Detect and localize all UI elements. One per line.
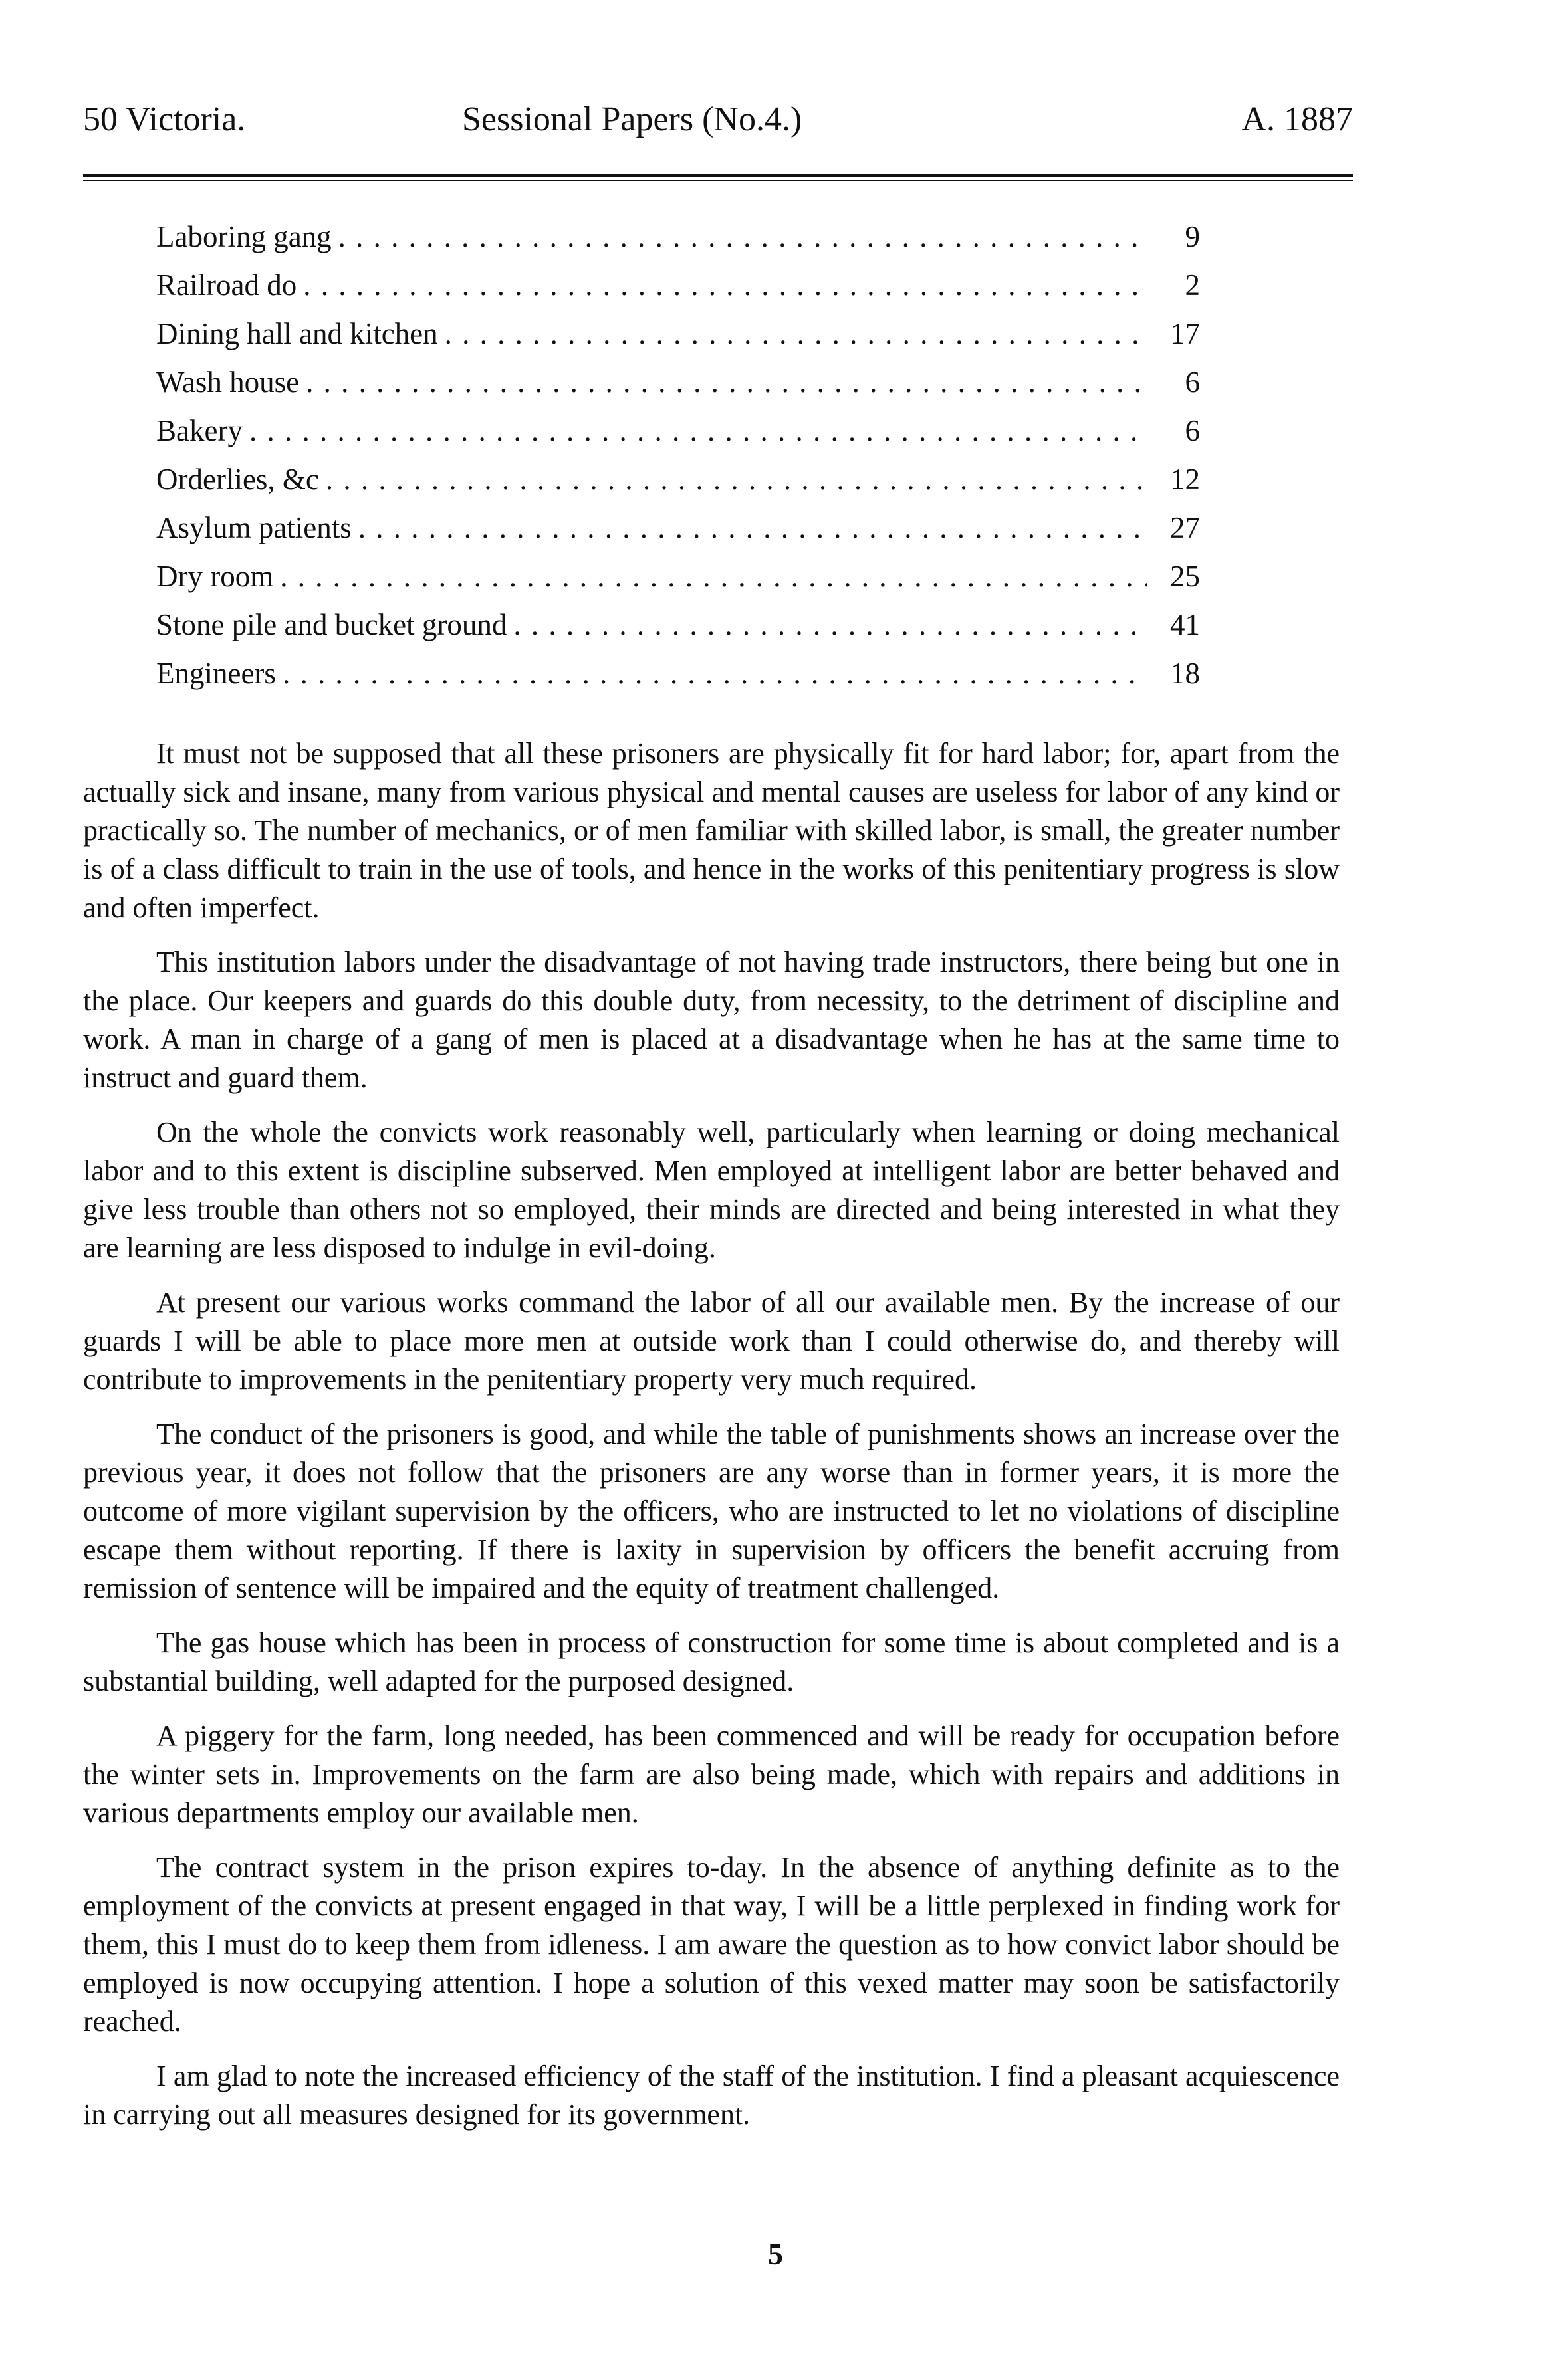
table-row <box>156 219 1200 268</box>
row-value: 41 <box>1170 608 1200 641</box>
row-value: 18 <box>1170 657 1200 690</box>
paragraph: The conduct of the prisoners is good, and while the table of punishments shows an increase over the previous year, it does not follow that the prisoners are any worse than in former years, it is more the outcome of more vigilant supervision by the officers, who are instructed to let no violations of discipline escape them without reporting. If there is laxity in supervision by officers the benefit accruing from remission of sentence will be impaired and the equity of treatment challenged. <box>83 1418 1340 1604</box>
table-row <box>156 656 1200 704</box>
row-label: Engineers <box>156 657 276 690</box>
paragraph: The gas house which has been in process of construction for some time is about completed and is a substantial building, well adapted for the purposed designed. <box>83 1626 1340 1697</box>
table-row <box>156 510 1200 559</box>
table-row <box>156 559 1200 607</box>
running-header <box>83 100 1353 153</box>
header-rule-thin <box>83 180 1353 181</box>
table-row <box>156 316 1200 365</box>
row-value: 6 <box>1185 414 1200 447</box>
row-value: 9 <box>1185 220 1200 253</box>
dot-leader <box>280 559 1147 594</box>
row-label: Orderlies, &c <box>156 463 319 496</box>
dot-leader <box>513 607 1147 642</box>
row-value: 25 <box>1170 560 1200 593</box>
dot-leader <box>303 268 1147 302</box>
table-row <box>156 365 1200 413</box>
dot-leader <box>306 365 1147 399</box>
row-label: Asylum patients <box>156 511 352 544</box>
header-rule <box>83 174 1353 177</box>
dot-leader <box>326 462 1147 496</box>
row-value: 17 <box>1170 317 1200 350</box>
table-row <box>156 607 1200 656</box>
row-value: 27 <box>1170 511 1200 544</box>
paragraph: The contract system in the prison expires to-day. In the absence of anything definite as to the employment of the convicts at present engaged in that way, I will be a little perplexed in finding work for them, this I must do to keep them from idleness. I am aware the question as to how convict labor should be employed is now occupying attention. I hope a solution of this vexed matter may soon be satisfactorily reached. <box>83 1851 1340 2038</box>
header-volume: 50 Victoria. <box>83 100 246 138</box>
employment-table <box>156 219 1200 704</box>
row-value: 6 <box>1185 366 1200 399</box>
paragraph: This institution labors under the disadvantage of not having trade instructors, there being but one in the place. Our keepers and guards do this double duty, from necessity, to the detriment of discipline and work. A man in charge of a gang of men is placed at a disadvantage when he has at the same time to instruct and guard them. <box>83 946 1340 1094</box>
header-title: Sessional Papers (No.4.) <box>462 100 802 138</box>
report-body <box>83 734 1340 2150</box>
row-label: Dry room <box>156 560 274 593</box>
row-label: Railroad do <box>156 269 297 302</box>
paragraph: It must not be supposed that all these prisoners are physically fit for hard labor; for, apart from the actually sick and insane, many from various physical and mental causes are useless for labor of any kind or practically so. The number of mechanics, or of men familiar with skilled labor, is small, the greater number is of a class difficult to train in the use of tools, and hence in the works of this penitentiary progress is slow and often imperfect. <box>83 737 1340 924</box>
paragraph: At present our various works command the labor of all our available men. By the increase of our guards I will be able to place more men at outside work than I could otherwise do, and thereby will contribute to improvements in the penitentiary property very much required. <box>83 1286 1340 1396</box>
paragraph: I am glad to note the increased efficiency of the staff of the institution. I find a pleasant acquiescence in carrying out all measures designed for its government. <box>83 2060 1340 2131</box>
paragraph: A piggery for the farm, long needed, has been commenced and will be ready for occupation before the winter sets in. Improvements on the farm are also being made, which with repairs and additions in various departments employ our available men. <box>83 1719 1340 1829</box>
row-label: Bakery <box>156 414 243 447</box>
row-label: Dining hall and kitchen <box>156 317 438 350</box>
dot-leader <box>283 656 1147 691</box>
page-number: 5 <box>768 2237 783 2271</box>
header-year: A. 1887 <box>1241 100 1353 138</box>
table-row <box>156 413 1200 462</box>
dot-leader <box>338 219 1147 254</box>
dot-leader <box>358 510 1147 545</box>
row-value: 2 <box>1185 269 1200 302</box>
dot-leader <box>249 413 1147 448</box>
row-value: 12 <box>1170 463 1200 496</box>
row-label: Laboring gang <box>156 220 332 253</box>
table-row <box>156 462 1200 510</box>
table-row <box>156 268 1200 316</box>
paragraph: On the whole the convicts work reasonably well, particularly when learning or doing mechanical labor and to this extent is discipline subserved. Men employed at intelligent labor are better behaved and give less trouble than others not so employed, their minds are directed and being interested in what they are learning are less disposed to indulge in evil-doing. <box>83 1116 1340 1264</box>
dot-leader <box>445 316 1147 351</box>
row-label: Wash house <box>156 366 300 399</box>
row-label: Stone pile and bucket ground <box>156 608 507 641</box>
